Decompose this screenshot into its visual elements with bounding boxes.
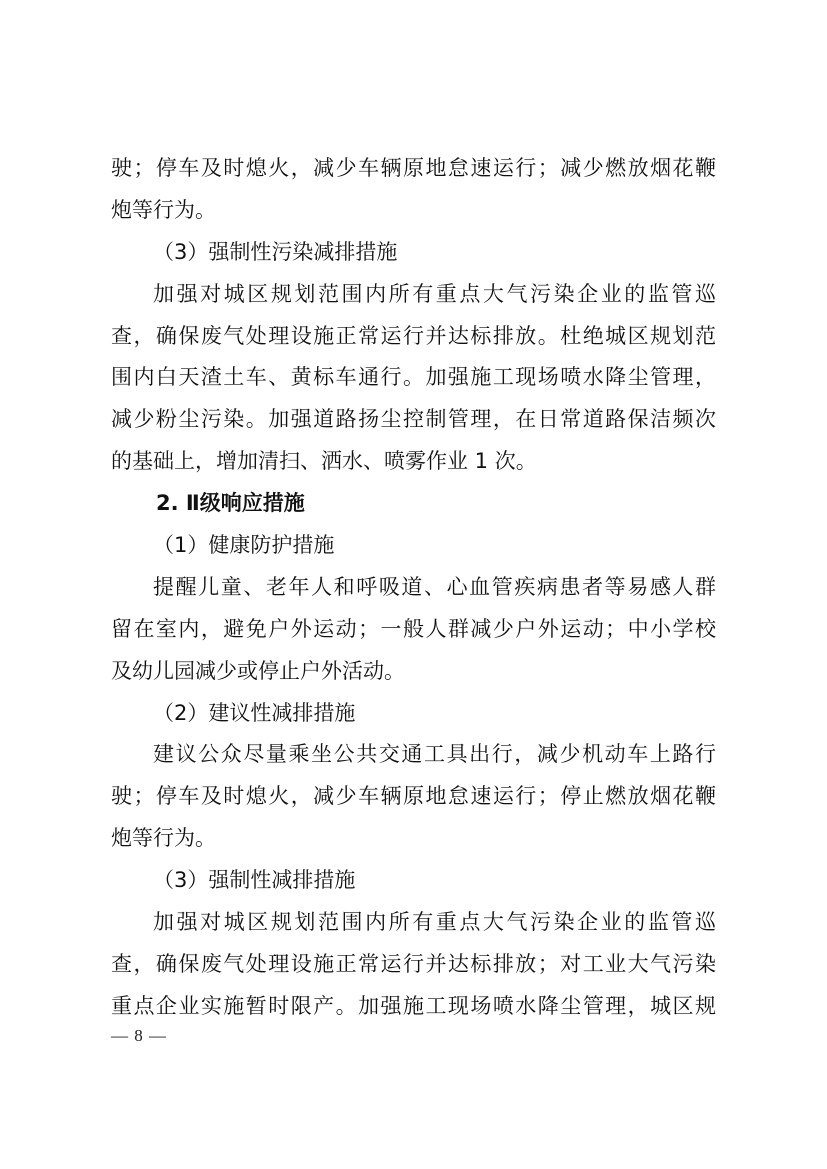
text-line: （3）强制性污染减排措施 (153, 239, 398, 264)
section-heading: 2. Ⅱ级响应措施 (156, 491, 305, 516)
text-line: 驶；停车及时熄火，减少车辆原地怠速运行；停止燃放烟花鞭 (111, 784, 716, 809)
text-line: 炮等行为。 (111, 197, 216, 222)
text-line: 加强对城区规划范围内所有重点大气污染企业的监管巡 (153, 281, 716, 306)
text-line: 提醒儿童、老年人和呼吸道、心血管疾病患者等易感人群 (153, 574, 716, 599)
text-line: 重点企业实施暂时限产。加强施工现场喷水降尘管理，城区规 (111, 993, 716, 1018)
text-line: 的基础上，增加清扫、洒水、喷雾作业 1 次。 (111, 449, 537, 474)
text-line: （2）建议性减排措施 (153, 700, 356, 725)
text-line: 及幼儿园减少或停止户外活动。 (111, 658, 405, 683)
text-line: （1）健康防护措施 (153, 533, 335, 558)
text-line: 减少粉尘污染。加强道路扬尘控制管理，在日常道路保洁频次 (111, 407, 716, 432)
text-line: 留在室内，避免户外运动；一般人群减少户外运动；中小学校 (111, 616, 716, 641)
text-line: 查，确保废气处理设施正常运行并达标排放；对工业大气污染 (111, 951, 716, 976)
text-line: 炮等行为。 (111, 826, 216, 851)
text-line: 驶；停车及时熄火，减少车辆原地怠速运行；减少燃放烟花鞭 (111, 156, 716, 180)
page-number: — 8 — (111, 1026, 167, 1045)
document-body (111, 148, 716, 1028)
text-line: 围内白天渣土车、黄标车通行。加强施工现场喷水降尘管理， (111, 365, 716, 390)
text-line: 查，确保废气处理设施正常运行并达标排放。杜绝城区规划范 (111, 323, 716, 348)
text-line: 加强对城区规划范围内所有重点大气污染企业的监管巡 (153, 910, 716, 935)
text-line: （3）强制性减排措施 (153, 868, 356, 893)
text-line: 建议公众尽量乘坐公共交通工具出行，减少机动车上路行 (153, 742, 716, 767)
